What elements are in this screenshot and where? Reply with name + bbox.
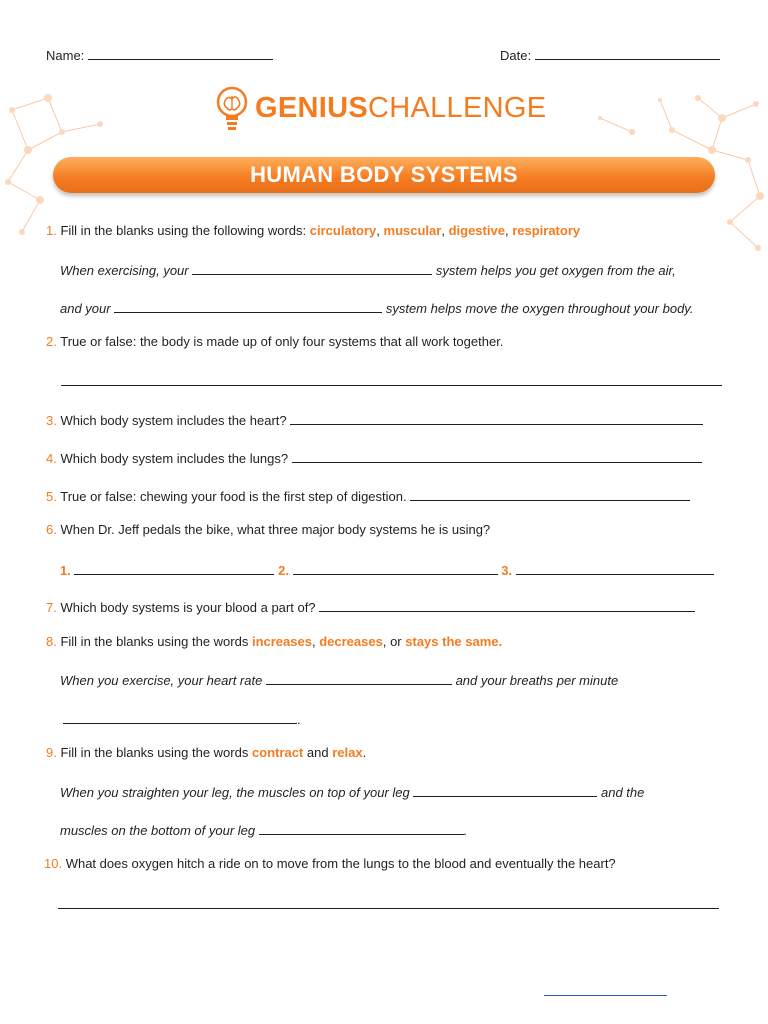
question-8: [46, 634, 502, 649]
question-number: 8.: [46, 634, 57, 649]
answer-blank[interactable]: [192, 262, 432, 275]
date-blank[interactable]: [535, 47, 720, 60]
question-1-line-1: [60, 262, 676, 278]
question-text: Which body system includes the lungs?: [60, 451, 289, 466]
sentence-part: and your breaths per minute: [455, 673, 619, 688]
sentence-part: When you straighten your leg, the muscles on top of your leg: [60, 785, 410, 800]
word-relax: relax: [332, 745, 363, 760]
question-number: 1.: [46, 223, 57, 238]
sentence-part: system helps you get oxygen from the air,: [435, 263, 676, 278]
sentence-part: and your: [60, 301, 111, 316]
question-8-line-1: [60, 672, 618, 688]
answer-blank[interactable]: [74, 562, 274, 575]
question-number: 9.: [46, 745, 57, 760]
answer-blank[interactable]: [319, 599, 695, 612]
question-6: [46, 522, 490, 537]
question-number: 6.: [46, 522, 57, 537]
question-text: Fill in the blanks using the following words:: [60, 223, 307, 238]
question-3: [46, 412, 703, 428]
genius-challenge-logo: [216, 86, 248, 136]
question-text: Which body systems is your blood a part of?: [60, 600, 316, 615]
answer-blank[interactable]: [292, 450, 702, 463]
sentence-part: system helps move the oxygen throughout your body.: [385, 301, 694, 316]
sentence-part: and the: [601, 785, 645, 800]
page-title: HUMAN BODY SYSTEMS: [250, 162, 518, 187]
question-6-answers: [60, 562, 714, 578]
word-increases: increases: [251, 634, 312, 649]
answer-blank[interactable]: [293, 562, 498, 575]
question-9: [46, 745, 366, 760]
logo-text-bold: GENIUS: [255, 92, 368, 124]
answer-blank[interactable]: [61, 373, 722, 386]
question-9-line-2: [60, 822, 467, 838]
date-label: Date:: [500, 48, 532, 63]
sentence-part: When you exercise, your heart rate: [60, 673, 263, 688]
period: .: [297, 712, 301, 727]
question-text: True or false: chewing your food is the first step of digestion.: [60, 489, 407, 504]
question-text: What does oxygen hitch a ride on to move from the lungs to the blood and eventually the heart?: [65, 856, 616, 871]
period: .: [463, 823, 468, 838]
logo-wordmark: [255, 92, 546, 125]
name-field[interactable]: [46, 47, 273, 63]
blank-number: 2.: [278, 563, 289, 578]
comma: ,: [311, 634, 316, 649]
answer-blank[interactable]: [114, 300, 382, 313]
word-muscular: muscular: [383, 223, 442, 238]
comma: ,: [376, 223, 380, 238]
question-text: Fill in the blanks using the words: [60, 634, 249, 649]
question-number: 4.: [46, 451, 57, 466]
answer-blank[interactable]: [413, 784, 597, 797]
question-number: 10.: [44, 856, 63, 871]
sentence-part: and: [306, 745, 329, 760]
question-8-line-2: [63, 711, 301, 727]
answer-blank[interactable]: [266, 672, 452, 685]
question-4: [46, 450, 702, 466]
word-decreases: decreases: [319, 634, 383, 649]
question-text: Fill in the blanks using the words: [60, 745, 249, 760]
question-text: Which body system includes the heart?: [60, 413, 287, 428]
footer-link[interactable]: [544, 995, 667, 996]
sentence-part: , or: [382, 634, 402, 649]
question-9-line-1: [60, 784, 644, 800]
word-stays-the-same: stays the same.: [405, 634, 503, 649]
answer-blank[interactable]: [516, 562, 714, 575]
answer-blank[interactable]: [58, 896, 719, 909]
question-number: 5.: [46, 489, 57, 504]
blank-number: 3.: [501, 563, 513, 578]
comma: ,: [504, 223, 509, 238]
question-7: [46, 599, 695, 615]
question-5: [46, 488, 690, 504]
date-field[interactable]: [500, 47, 720, 63]
word-contract: contract: [251, 745, 304, 760]
question-text: When Dr. Jeff pedals the bike, what three major body systems he is using?: [60, 522, 491, 537]
word-digestive: digestive: [448, 223, 505, 238]
answer-blank[interactable]: [63, 711, 297, 724]
word-respiratory: respiratory: [512, 223, 581, 238]
blank-number: 1.: [60, 563, 71, 578]
question-1-line-2: [60, 300, 693, 316]
question-2: [46, 334, 503, 349]
question-number: 7.: [46, 600, 57, 615]
molecule-decoration: [0, 0, 768, 260]
answer-blank[interactable]: [259, 822, 464, 835]
period: .: [362, 745, 367, 760]
comma: ,: [441, 223, 445, 238]
lightbulb-brain-icon: [216, 86, 248, 136]
title-banner: [53, 157, 715, 193]
name-label: Name:: [46, 48, 85, 63]
sentence-part: When exercising, your: [60, 263, 189, 278]
word-circulatory: circulatory: [309, 223, 377, 238]
question-text: True or false: the body is made up of only four systems that all work together.: [60, 334, 504, 349]
question-10: [44, 856, 616, 871]
answer-blank[interactable]: [290, 412, 703, 425]
sentence-part: muscles on the bottom of your leg: [60, 823, 256, 838]
name-blank[interactable]: [88, 47, 273, 60]
question-1: [46, 223, 580, 238]
question-number: 2.: [46, 334, 57, 349]
question-number: 3.: [46, 413, 57, 428]
logo-text-light: CHALLENGE: [368, 92, 547, 124]
answer-blank[interactable]: [410, 488, 690, 501]
